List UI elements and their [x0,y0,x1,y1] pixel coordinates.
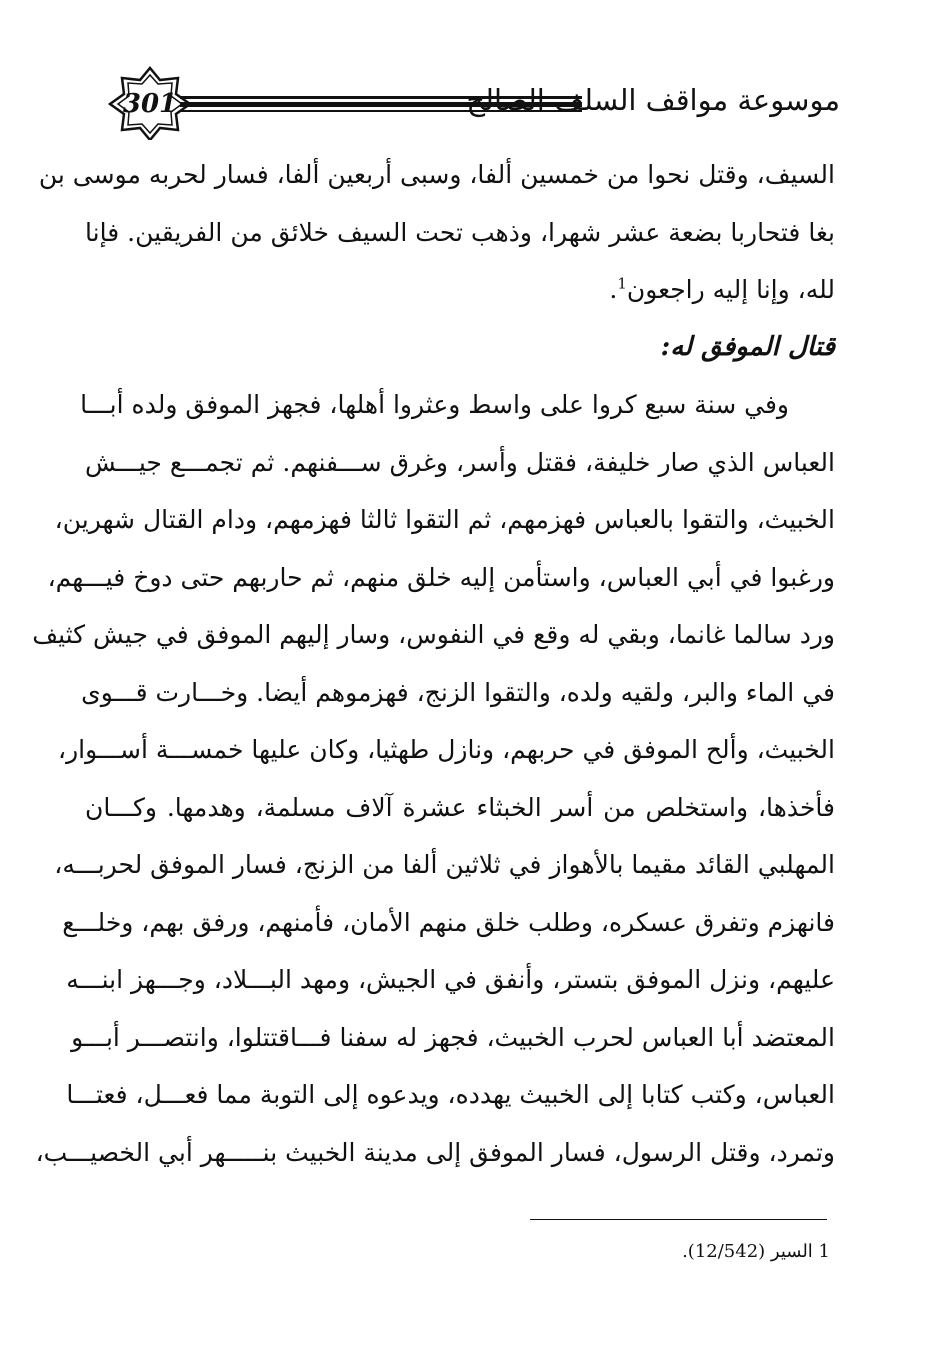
text-line: ورغبوا في أبي العباس، واستأمن إليه خلق منهم، ثم حاربهم حتى دوخ فيـــهم، [47,562,835,592]
section-heading: قتال الموفق له: [660,331,835,362]
text-line: الخبيث، وألح الموفق في حربهم، ونازل طهثيا، وكان عليها خمســـة أســـوار، [58,735,835,764]
footnote-number: 1 [818,1241,830,1262]
text-line: ورد سالما غانما، وبقي له وقع في النفوس، وسار إليهم الموفق في جيش كثيف [32,620,835,649]
footnote [530,1237,830,1267]
text-line [85,261,835,319]
text-line: وتمرد، وقتل الرسول، فسار الموفق إلى مدينة الخبيث بنـــــهر أبي الخصيـــب، [35,1137,835,1167]
text-line: عليهم، ونزل الموفق بتستر، وأنفق في الجيش، ومهد البـــلاد، وجـــهز ابنـــه [66,965,835,994]
footnote-separator [530,1219,827,1220]
text-line-end: . [609,275,618,304]
footnote-reference[interactable]: 1 [617,274,627,293]
text-line: في الماء والبر، ولقيه ولده، والتقوا الزنج، فهزموهم أيضا. وخـــارت قـــوى [81,677,835,707]
text-line: المعتضد أبا العباس لحرب الخبيث، فجهز له سفنا فـــاقتتلوا، وانتصـــر أبـــو [71,1022,835,1052]
text-line: العباس الذي صار خليفة، فقتل وأسر، وغرق ســـفنهم. ثم تجمـــع جيـــش [85,447,835,477]
body-text [32,146,835,1181]
text-line: المهلبي القائد مقيما بالأهواز في ثلاثين ألفا من الزنج، فسار الموفق لحربـــه، [54,850,835,879]
text-line: فأخذها، واستخلص من أسر الخبثاء عشرة آلاف مسلمة، وهدمها. وكـــان [85,792,835,822]
text-line: فانهزم وتفرق عسكره، وطلب خلق منهم الأمان، فأمنهم، ورفق بهم، وخلـــع [62,907,835,937]
book-title: موسوعة مواقف السلف الصالح [466,83,840,117]
page-number: 301 [122,89,178,119]
footnote-text: السير (12/542). [682,1241,813,1262]
text-line: العباس، وكتب كتابا إلى الخبيث يهدده، ويدعوه إلى التوبة مما فعـــل، فعتـــا [66,1080,835,1109]
text-line: وفي سنة سبع كروا على واسط وعثروا أهلها، فجهز الموفق ولده أبـــا [80,390,789,419]
page-header [0,0,935,140]
text-line: السيف، وقتل نحوا من خمسين ألفا، وسبى أربعين ألفا، فسار لحربه موسى بن [38,160,835,189]
text-line-content: لله، وإنا إليه راجعون [626,275,835,304]
text-line: بغا فتحاربا بضعة عشر شهرا، وذهب تحت السيف خلائق من الفريقين. فإنا [85,217,835,247]
text-line: الخبيث، والتقوا بالعباس فهزمهم، ثم التقوا ثالثا فهزمهم، ودام القتال شهرين، [54,505,835,534]
